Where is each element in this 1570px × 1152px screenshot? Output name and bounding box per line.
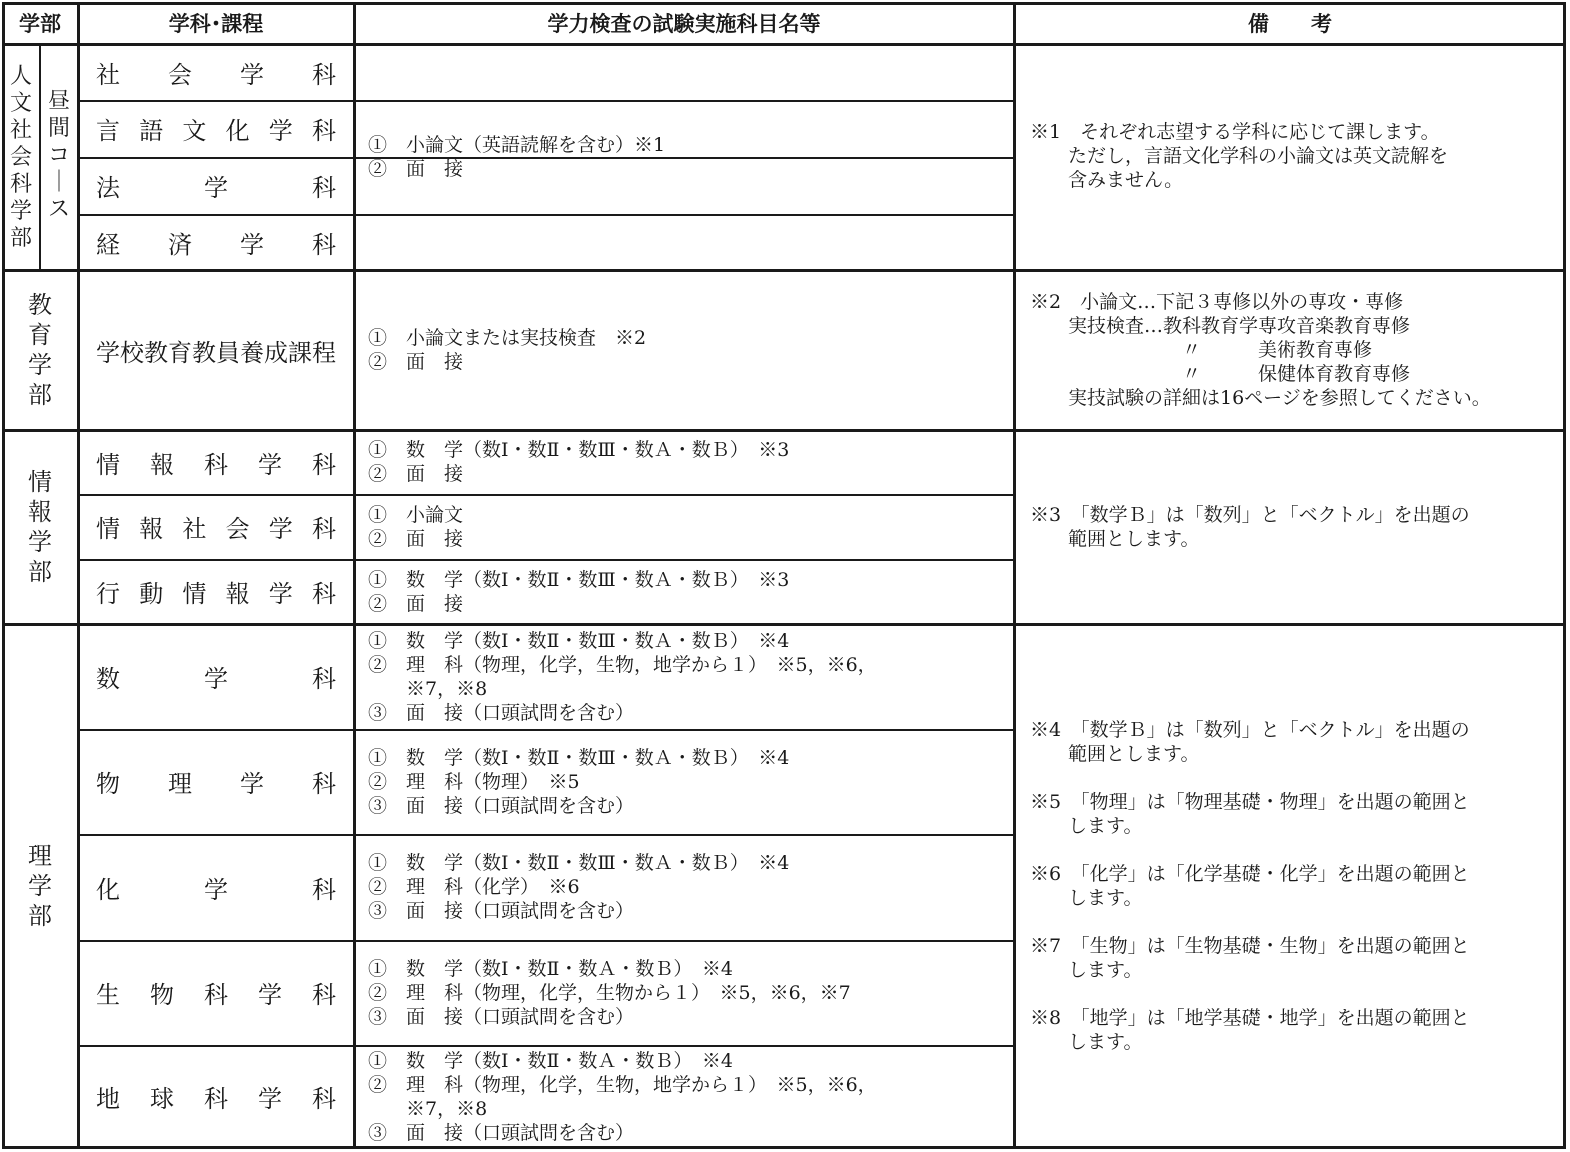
department-name: 数 学 科 <box>96 665 336 693</box>
faculty-name: 人 文 社 会 科 学 部 <box>9 63 32 251</box>
frame-right <box>1563 2 1566 1149</box>
course-divider <box>39 44 41 270</box>
department-name: 法 学 科 <box>96 174 336 202</box>
department-name: 物 理 学 科 <box>96 770 336 798</box>
column-divider <box>77 2 80 1149</box>
remarks-cell <box>1014 270 1566 430</box>
subjects-cell <box>354 1045 1014 1148</box>
subject-line: ② 理 科（物理，化学，生物から１） ※5，※6，※7 <box>368 981 851 1004</box>
column-divider <box>353 2 356 1149</box>
column-divider <box>1013 2 1016 1149</box>
header-remarks: 備 考 <box>1248 12 1332 36</box>
remark-line: 含みません。 <box>1030 169 1184 191</box>
remark-line: 範囲とします。 <box>1030 743 1200 765</box>
remark-line: します。 <box>1030 887 1143 909</box>
subject-line: ① 数 学（数Ⅰ・数Ⅱ・数Ａ・数Ｂ） ※4 <box>368 957 734 980</box>
department-name: 情 報 社 会 学 科 <box>96 515 336 543</box>
subject-line: ① 数 学（数Ⅰ・数Ⅱ・数Ⅲ・数Ａ・数Ｂ） ※3 <box>368 439 790 461</box>
remark-line: ※2 小論文…下記３専修以外の専攻・専修 <box>1030 291 1404 313</box>
header-department: 学科･課程 <box>168 12 264 36</box>
subjects-cell <box>354 834 1014 940</box>
subject-line: ① 小論文（英語読解を含む）※1 <box>368 134 666 156</box>
department-name: 地 球 科 学 科 <box>96 1085 336 1113</box>
remarks-cell <box>1014 624 1566 1148</box>
department-cell <box>78 940 354 1045</box>
remark-line <box>1030 838 1566 862</box>
subject-line: ③ 面 接（口頭試問を含む） <box>368 701 635 724</box>
remark-line <box>1030 982 1566 1006</box>
frame-top <box>2 2 1566 5</box>
department-cell <box>78 157 354 214</box>
subject-line: ③ 面 接（口頭試問を含む） <box>368 794 635 817</box>
remark-line: します。 <box>1030 959 1143 981</box>
subject-line: ② 面 接 <box>368 463 464 485</box>
department-name: 社 会 学 科 <box>96 60 336 89</box>
department-name: 化 学 科 <box>96 875 336 904</box>
remark-line: 〃 保健体育教育専修 <box>1030 363 1411 385</box>
subjects-cell <box>354 270 1014 430</box>
subjects-cell <box>354 44 1014 270</box>
subjects-cell <box>354 729 1014 834</box>
remark-line: ※1 それぞれ志望する学科に応じて課します。 <box>1030 121 1440 143</box>
subjects-cell <box>354 430 1014 494</box>
subject-line: ① 数 学（数Ⅰ・数Ⅱ・数Ⅲ・数Ａ・数Ｂ） ※4 <box>368 852 790 874</box>
department-cell <box>78 834 354 940</box>
remark-line: 範囲とします。 <box>1030 528 1200 550</box>
faculty-divider <box>2 43 1566 46</box>
department-name: 言 語 文 化 学 科 <box>96 117 336 145</box>
faculty-name: 教 育 学 部 <box>28 291 52 409</box>
department-cell <box>78 729 354 834</box>
department-name: 生 物 科 学 科 <box>96 981 336 1009</box>
faculty-name: 情 報 学 部 <box>28 468 52 586</box>
subject-line: ② 理 科（物理，化学，生物，地学から１） ※5，※6， <box>368 1073 877 1096</box>
subject-line: ② 理 科（物理） ※5 <box>368 770 580 793</box>
remark-line: ただし，言語文化学科の小論文は英文読解を <box>1030 145 1449 167</box>
subjects-cell <box>354 494 1014 559</box>
department-cell <box>78 430 354 494</box>
subjects-cell <box>354 624 1014 729</box>
subject-line: ② 面 接 <box>368 351 464 373</box>
subject-line: ③ 面 接（口頭試問を含む） <box>368 1005 635 1028</box>
subject-line: ※7，※8 <box>368 677 488 700</box>
department-cell <box>78 624 354 729</box>
department-cell <box>78 559 354 624</box>
subject-line: ※7，※8 <box>368 1097 488 1120</box>
remark-line <box>1030 766 1566 790</box>
subject-line: ② 面 接 <box>368 592 464 615</box>
department-cell <box>78 214 354 270</box>
faculty-divider <box>2 429 1566 432</box>
department-cell <box>78 494 354 559</box>
remark-line: ※8 「地学」は「地学基礎・地学」を出題の範囲と <box>1030 1007 1470 1029</box>
department-name: 経 済 学 科 <box>96 230 336 259</box>
department-cell <box>78 44 354 100</box>
header-subjects: 学力検査の試験実施科目名等 <box>547 12 821 36</box>
subject-line: ① 数 学（数Ⅰ・数Ⅱ・数Ⅲ・数Ａ・数Ｂ） ※4 <box>368 629 790 652</box>
remark-line: します。 <box>1030 1031 1143 1053</box>
header-faculty: 学部 <box>19 12 61 36</box>
department-name: 学校教育教員養成課程 <box>96 338 336 367</box>
remark-line: します。 <box>1030 815 1143 837</box>
frame-left <box>2 2 5 1149</box>
remark-line: ※5 「物理」は「物理基礎・物理」を出題の範囲と <box>1030 791 1470 813</box>
remark-line: ※6 「化学」は「化学基礎・化学」を出題の範囲と <box>1030 863 1470 885</box>
subject-line: ① 小論文 <box>368 503 464 526</box>
subject-line: ① 数 学（数Ⅰ・数Ⅱ・数Ⅲ・数Ａ・数Ｂ） ※4 <box>368 746 790 769</box>
exam-subjects-table <box>2 2 1566 1148</box>
subject-line: ② 理 科（物理，化学，生物，地学から１） ※5，※6， <box>368 653 877 676</box>
remark-line: ※3 「数学Ｂ」は「数列」と「ベクトル」を出題の <box>1030 504 1470 526</box>
remark-line: 実技試験の詳細は16ページを参照してください。 <box>1030 387 1491 409</box>
remarks-cell <box>1014 44 1566 270</box>
frame-bottom <box>2 1146 1566 1149</box>
department-cell <box>78 270 354 430</box>
subject-line: ① 小論文または実技検査 ※2 <box>368 327 647 349</box>
remark-line: 実技検査…教科教育学専攻音楽教育専修 <box>1030 315 1411 337</box>
faculty-name: 理 学 部 <box>28 842 52 930</box>
remark-line: 〃 美術教育専修 <box>1030 339 1373 361</box>
subject-line: ① 数 学（数Ⅰ・数Ⅱ・数Ａ・数Ｂ） ※4 <box>368 1049 734 1072</box>
subject-line: ① 数 学（数Ⅰ・数Ⅱ・数Ⅲ・数Ａ・数Ｂ） ※3 <box>368 568 790 591</box>
remark-line: ※4 「数学Ｂ」は「数列」と「ベクトル」を出題の <box>1030 719 1470 741</box>
subject-line: ② 面 接 <box>368 527 464 550</box>
subjects-cell <box>354 559 1014 624</box>
faculty-divider <box>2 623 1566 626</box>
remark-line <box>1030 910 1566 934</box>
subject-line: ③ 面 接（口頭試問を含む） <box>368 1121 635 1144</box>
subject-line: ② 面 接 <box>368 158 464 180</box>
faculty-divider <box>2 269 1566 272</box>
remark-line: ※7 「生物」は「生物基礎・生物」を出題の範囲と <box>1030 935 1470 957</box>
course-name: 昼 間 コ ｜ ス <box>47 89 70 222</box>
department-name: 行 動 情 報 学 科 <box>96 580 336 608</box>
subjects-cell <box>354 940 1014 1045</box>
subject-line: ② 理 科（化学） ※6 <box>368 876 580 898</box>
remarks-cell <box>1014 430 1566 624</box>
department-cell <box>78 1045 354 1148</box>
department-name: 情 報 科 学 科 <box>96 450 336 479</box>
department-cell <box>78 100 354 157</box>
subject-line: ③ 面 接（口頭試問を含む） <box>368 900 635 922</box>
